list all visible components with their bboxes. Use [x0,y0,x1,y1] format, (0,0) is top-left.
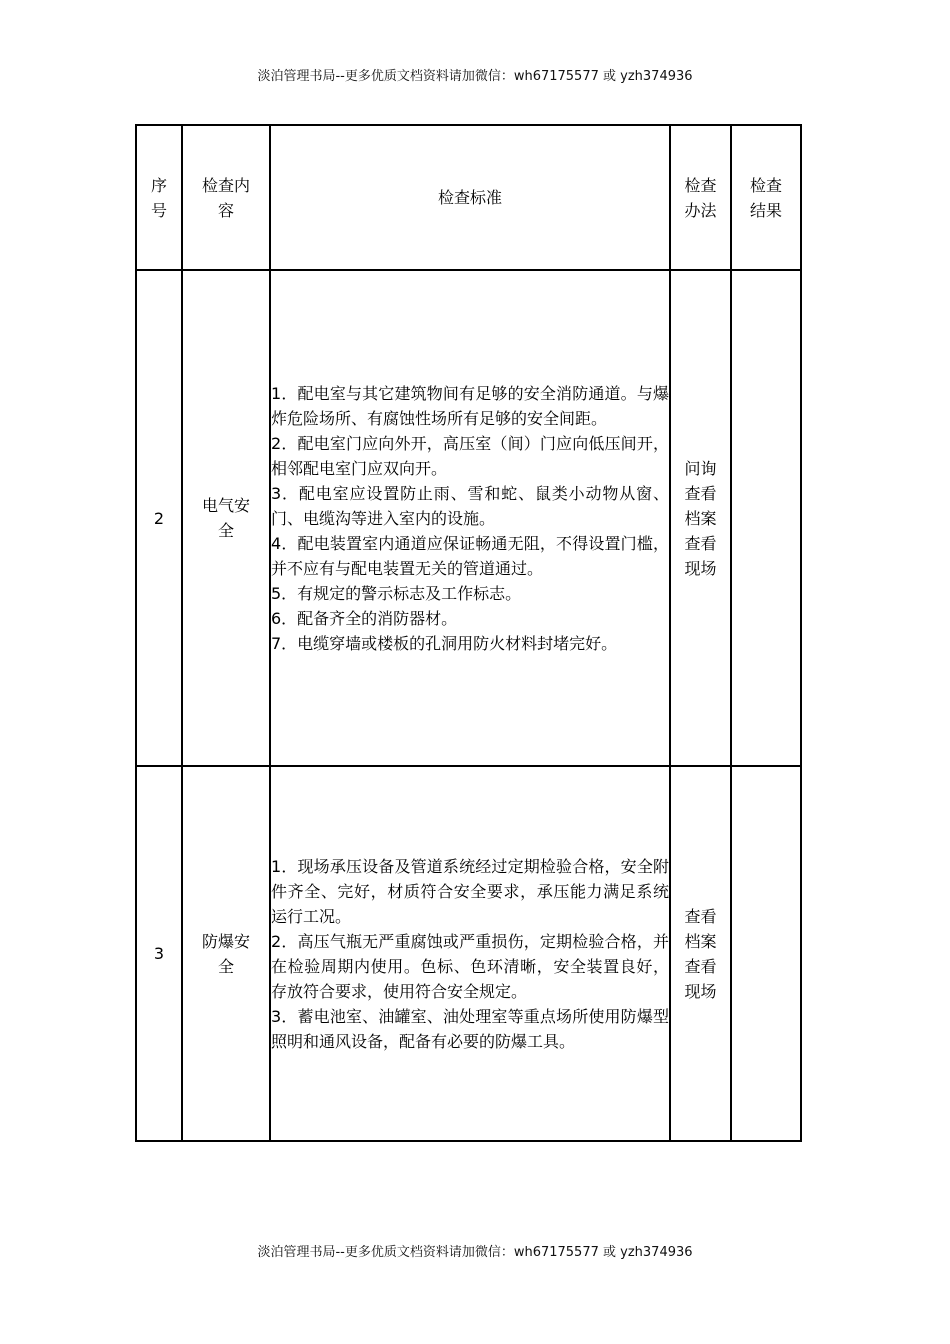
page-header: 淡泊管理书局--更多优质文档资料请加微信：wh67175577 或 yzh374936 [257,69,693,84]
standard-item: 2．配电室门应向外开，高压室（间）门应向低压间开，相邻配电室门应双向开。 [271,433,669,478]
standard-item: 6．配备齐全的消防器材。 [271,608,458,628]
standard-item: 5．有规定的警示标志及工作标志。 [271,583,522,603]
header-result: 检查结果 [731,125,801,270]
row-result[interactable] [731,766,801,1141]
header-seq: 序号 [136,125,182,270]
standard-item: 3．配电室应设置防止雨、雪和蛇、鼠类小动物从窗、门、电缆沟等进入室内的设施。 [271,483,669,528]
standard-item: 1．配电室与其它建筑物间有足够的安全消防通道。与爆炸危险场所、有腐蚀性场所有足够的安全间距。 [271,383,669,428]
standard-item: 4．配电装置室内通道应保证畅通无阻，不得设置门槛，并不应有与配电装置无关的管道通过。 [271,533,669,578]
header-content: 检查内容 [182,125,270,270]
row-seq: 2 [136,270,182,766]
row-result[interactable] [731,270,801,766]
row-method: 查看档案查看现场 [670,766,731,1141]
header-standard: 检查标准 [270,125,670,270]
page-footer: 淡泊管理书局--更多优质文档资料请加微信：wh67175577 或 yzh374936 [257,1245,693,1260]
table-header-row [136,125,801,270]
standard-item: 3．蓄电池室、油罐室、油处理室等重点场所使用防爆型照明和通风设备，配备有必要的防爆工具。 [271,1006,669,1051]
header-method: 检查办法 [670,125,731,270]
standard-item: 7．电缆穿墙或楼板的孔洞用防火材料封堵完好。 [271,633,618,653]
row-content: 电气安全 [182,270,270,766]
table-row [136,270,801,766]
row-standards [270,766,670,1141]
row-method: 问询查看档案查看现场 [670,270,731,766]
inspection-table [135,124,802,1142]
standard-item: 1．现场承压设备及管道系统经过定期检验合格，安全附件齐全、完好，材质符合安全要求，承压能力满足系统运行工况。 [271,856,669,926]
row-content: 防爆安全 [182,766,270,1141]
standard-item: 2．高压气瓶无严重腐蚀或严重损伤，定期检验合格，并在检验周期内使用。色标、色环清晰，安全装置良好，存放符合要求，使用符合安全规定。 [271,931,669,1001]
table-row [136,766,801,1141]
row-standards [270,270,670,766]
row-seq: 3 [136,766,182,1141]
